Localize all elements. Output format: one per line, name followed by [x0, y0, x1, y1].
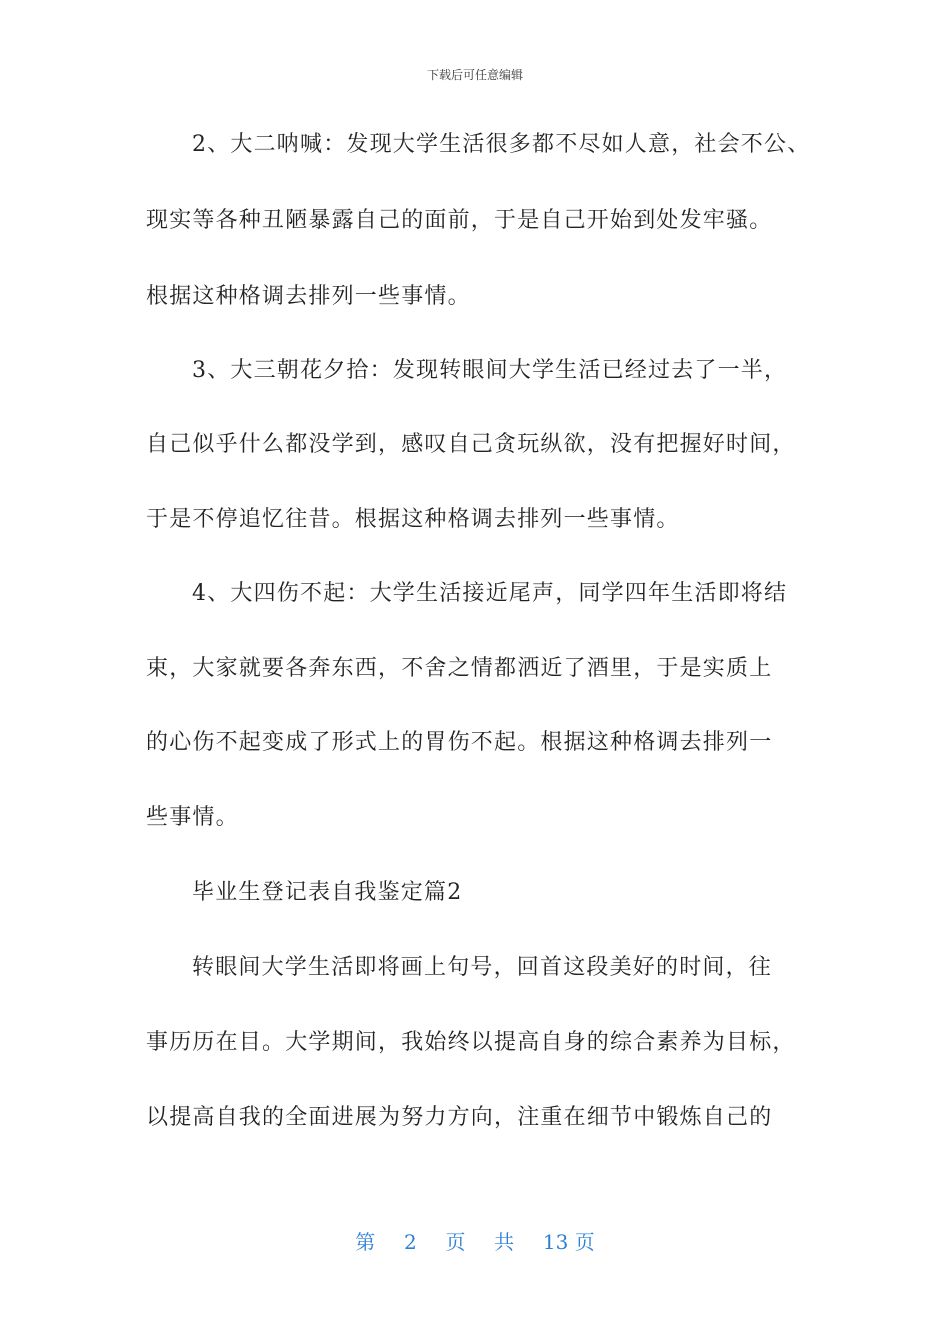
body-line: 3、大三朝花夕拾：发现转眼间大学生活已经过去了一半，	[192, 358, 788, 383]
body-line: 2、大二呐喊：发现大学生活很多都不尽如人意，社会不公、	[192, 132, 811, 157]
header-note: 下载后可任意编辑	[426, 68, 523, 82]
body-line: 转眼间大学生活即将画上句号，回首这段美好的时间，往	[192, 955, 773, 980]
footer-label-di: 第	[355, 1230, 376, 1254]
body-line: 于是不停追忆往昔。根据这种格调去排列一些事情。	[146, 507, 680, 532]
body-line: 的心伤不起变成了形式上的胃伤不起。根据这种格调去排列一	[146, 730, 773, 755]
body-line: 束，大家就要各奔东西，不舍之情都洒近了酒里，于是实质上	[146, 656, 773, 681]
body-line: 事历历在目。大学期间，我始终以提高自身的综合素养为目标，	[146, 1030, 796, 1055]
footer-label-ye2: 页	[574, 1230, 595, 1254]
footer-label-ye: 页	[445, 1230, 466, 1254]
body-line: 自己似乎什么都没学到，感叹自己贪玩纵欲，没有把握好时间，	[146, 432, 796, 457]
footer-label-gong: 共	[494, 1230, 515, 1254]
footer-current-page: 2	[404, 1230, 417, 1254]
body-line: 根据这种格调去排列一些事情。	[146, 284, 471, 309]
body-line: 些事情。	[146, 805, 239, 830]
footer-total-pages: 13	[542, 1230, 569, 1254]
body-line: 现实等各种丑陋暴露自己的面前，于是自己开始到处发牢骚。	[146, 208, 773, 233]
body-line: 以提高自我的全面进展为努力方向，注重在细节中锻炼自己的	[146, 1105, 773, 1130]
section-heading: 毕业生登记表自我鉴定篇2	[192, 880, 463, 905]
page-footer	[0, 1226, 950, 1255]
body-line: 4、大四伤不起：大学生活接近尾声，同学四年生活即将结	[192, 581, 788, 606]
